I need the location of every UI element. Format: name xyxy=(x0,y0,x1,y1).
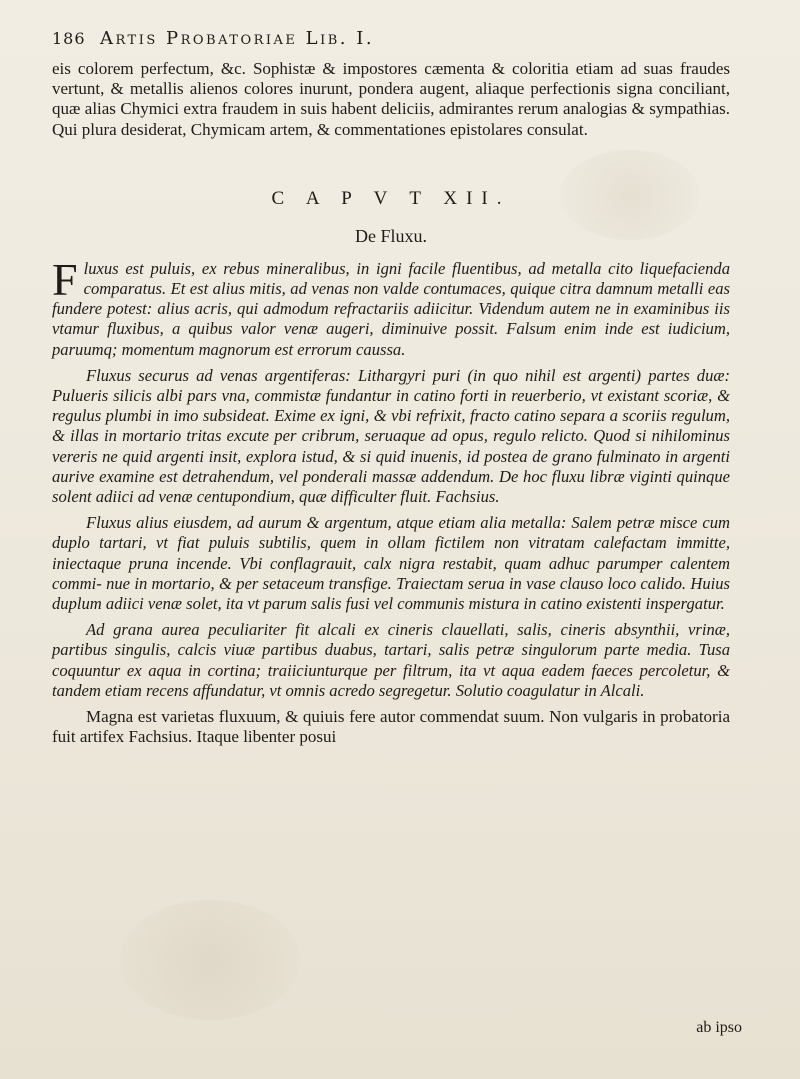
intro-paragraph: eis colorem perfectum, &c. Sophistæ & impostores cæmenta & coloritia etiam ad suas fraudes vertunt, & metallis alienos colores inurunt, pondera augent, aliaque perfectionis signa conciliant, quæ alias Chymici extra fraudem in suis habent deliciis, admirantes rerum analogias & sympathias. Qui plura desiderat, Chymicam artem, & commentationes epistolares consulat. xyxy=(52,59,730,139)
body-paragraph-4: Ad grana aurea peculiariter fit alcali ex cineris clauellati, salis, cineris absynthii, vrinæ, partibus singulis, calcis viuæ partibus duabus, tartari, salis petræ singulorum parte media. Tusa coquuntur ex aqua in cortina; traiiciunturque per filtrum, ita vt aqua eadem faeces percoletur, & tandem etiam recens affundatur, vt omnis acredo segregetur. Solutio coagulatur in Alcali. xyxy=(52,620,730,700)
running-title: Artis Probatoriae Lib. I. xyxy=(100,28,375,49)
body-paragraph-3: Fluxus alius eiusdem, ad aurum & argentum, atque etiam alia metalla: Salem petræ misce cum duplo tartari, vt fiat puluis subtilis, quem in ollam fictilem non vitratam calefactam immitte, iniectaque pruna incende. Vbi conflagrauit, calx nigra restabit, quam adhuc parumper calentem commi- nue in mortario, & per setaceum transfige. Traiectam serua in vase clauso loco calido. Huius duplum adiici venæ solet, ita vt parum salis fusi vel communis mistura in catino existenti inspergatur. xyxy=(52,513,730,614)
chapter-heading: C A P V T XII. xyxy=(271,187,511,209)
body-paragraph-1: Fluxus est puluis, ex rebus mineralibus, in igni facile fluentibus, ad metalla cito liquefacienda comparatus. Et est alius mitis, ad venas non valde contumaces, quique citra damnum metalli eas fundere potest: alius acris, qui admodum refractariis adiicitur. Videndum autem ne in examinibus iis vtamur fluxibus, a quibus valor venæ augeri, diminuive possit. Falsum enim inde est iudicium, paruumq; momentum magnorum est errorum caussa. xyxy=(52,253,730,359)
running-head xyxy=(52,28,730,49)
page-number: 186 xyxy=(52,29,86,48)
body-paragraph-2: Fluxus securus ad venas argentiferas: Lithargyri puri (in quo nihil est argenti) partes duæ: Pulueris silicis albi pars vna, commistæ fundantur in catino forti in reuerberio, vt existant scoriæ, & regulus plumbi in imo subsideat. Exime ex igni, & vbi refrixit, fracto catino separa a scoriis regulum, & illas in mortario tritas excute per cribrum, seruaque ad opus, regulo relicto. Quod si nihilominus vereris ne quid argenti insit, explora istud, & si quid inuenis, id postea de grano fulminato in argenti aurive examine est detrahendum, vel ponderali massæ addendum. De hoc fluxu libræ viginti quinque solent adiici ad venæ centupondium, quæ difficulter fluit. Fachsius. xyxy=(52,365,730,507)
paper-stain xyxy=(120,900,300,1020)
catchword: ab ipso xyxy=(696,1019,742,1036)
closing-paragraph: Magna est varietas fluxuum, & quiuis fere autor commendat suum. Non vulgaris in probatoria fuit artifex Fachsius. Itaque libenter posui xyxy=(52,707,730,747)
paper-stain xyxy=(560,150,700,240)
chapter-subtitle: De Fluxu. xyxy=(355,225,427,246)
